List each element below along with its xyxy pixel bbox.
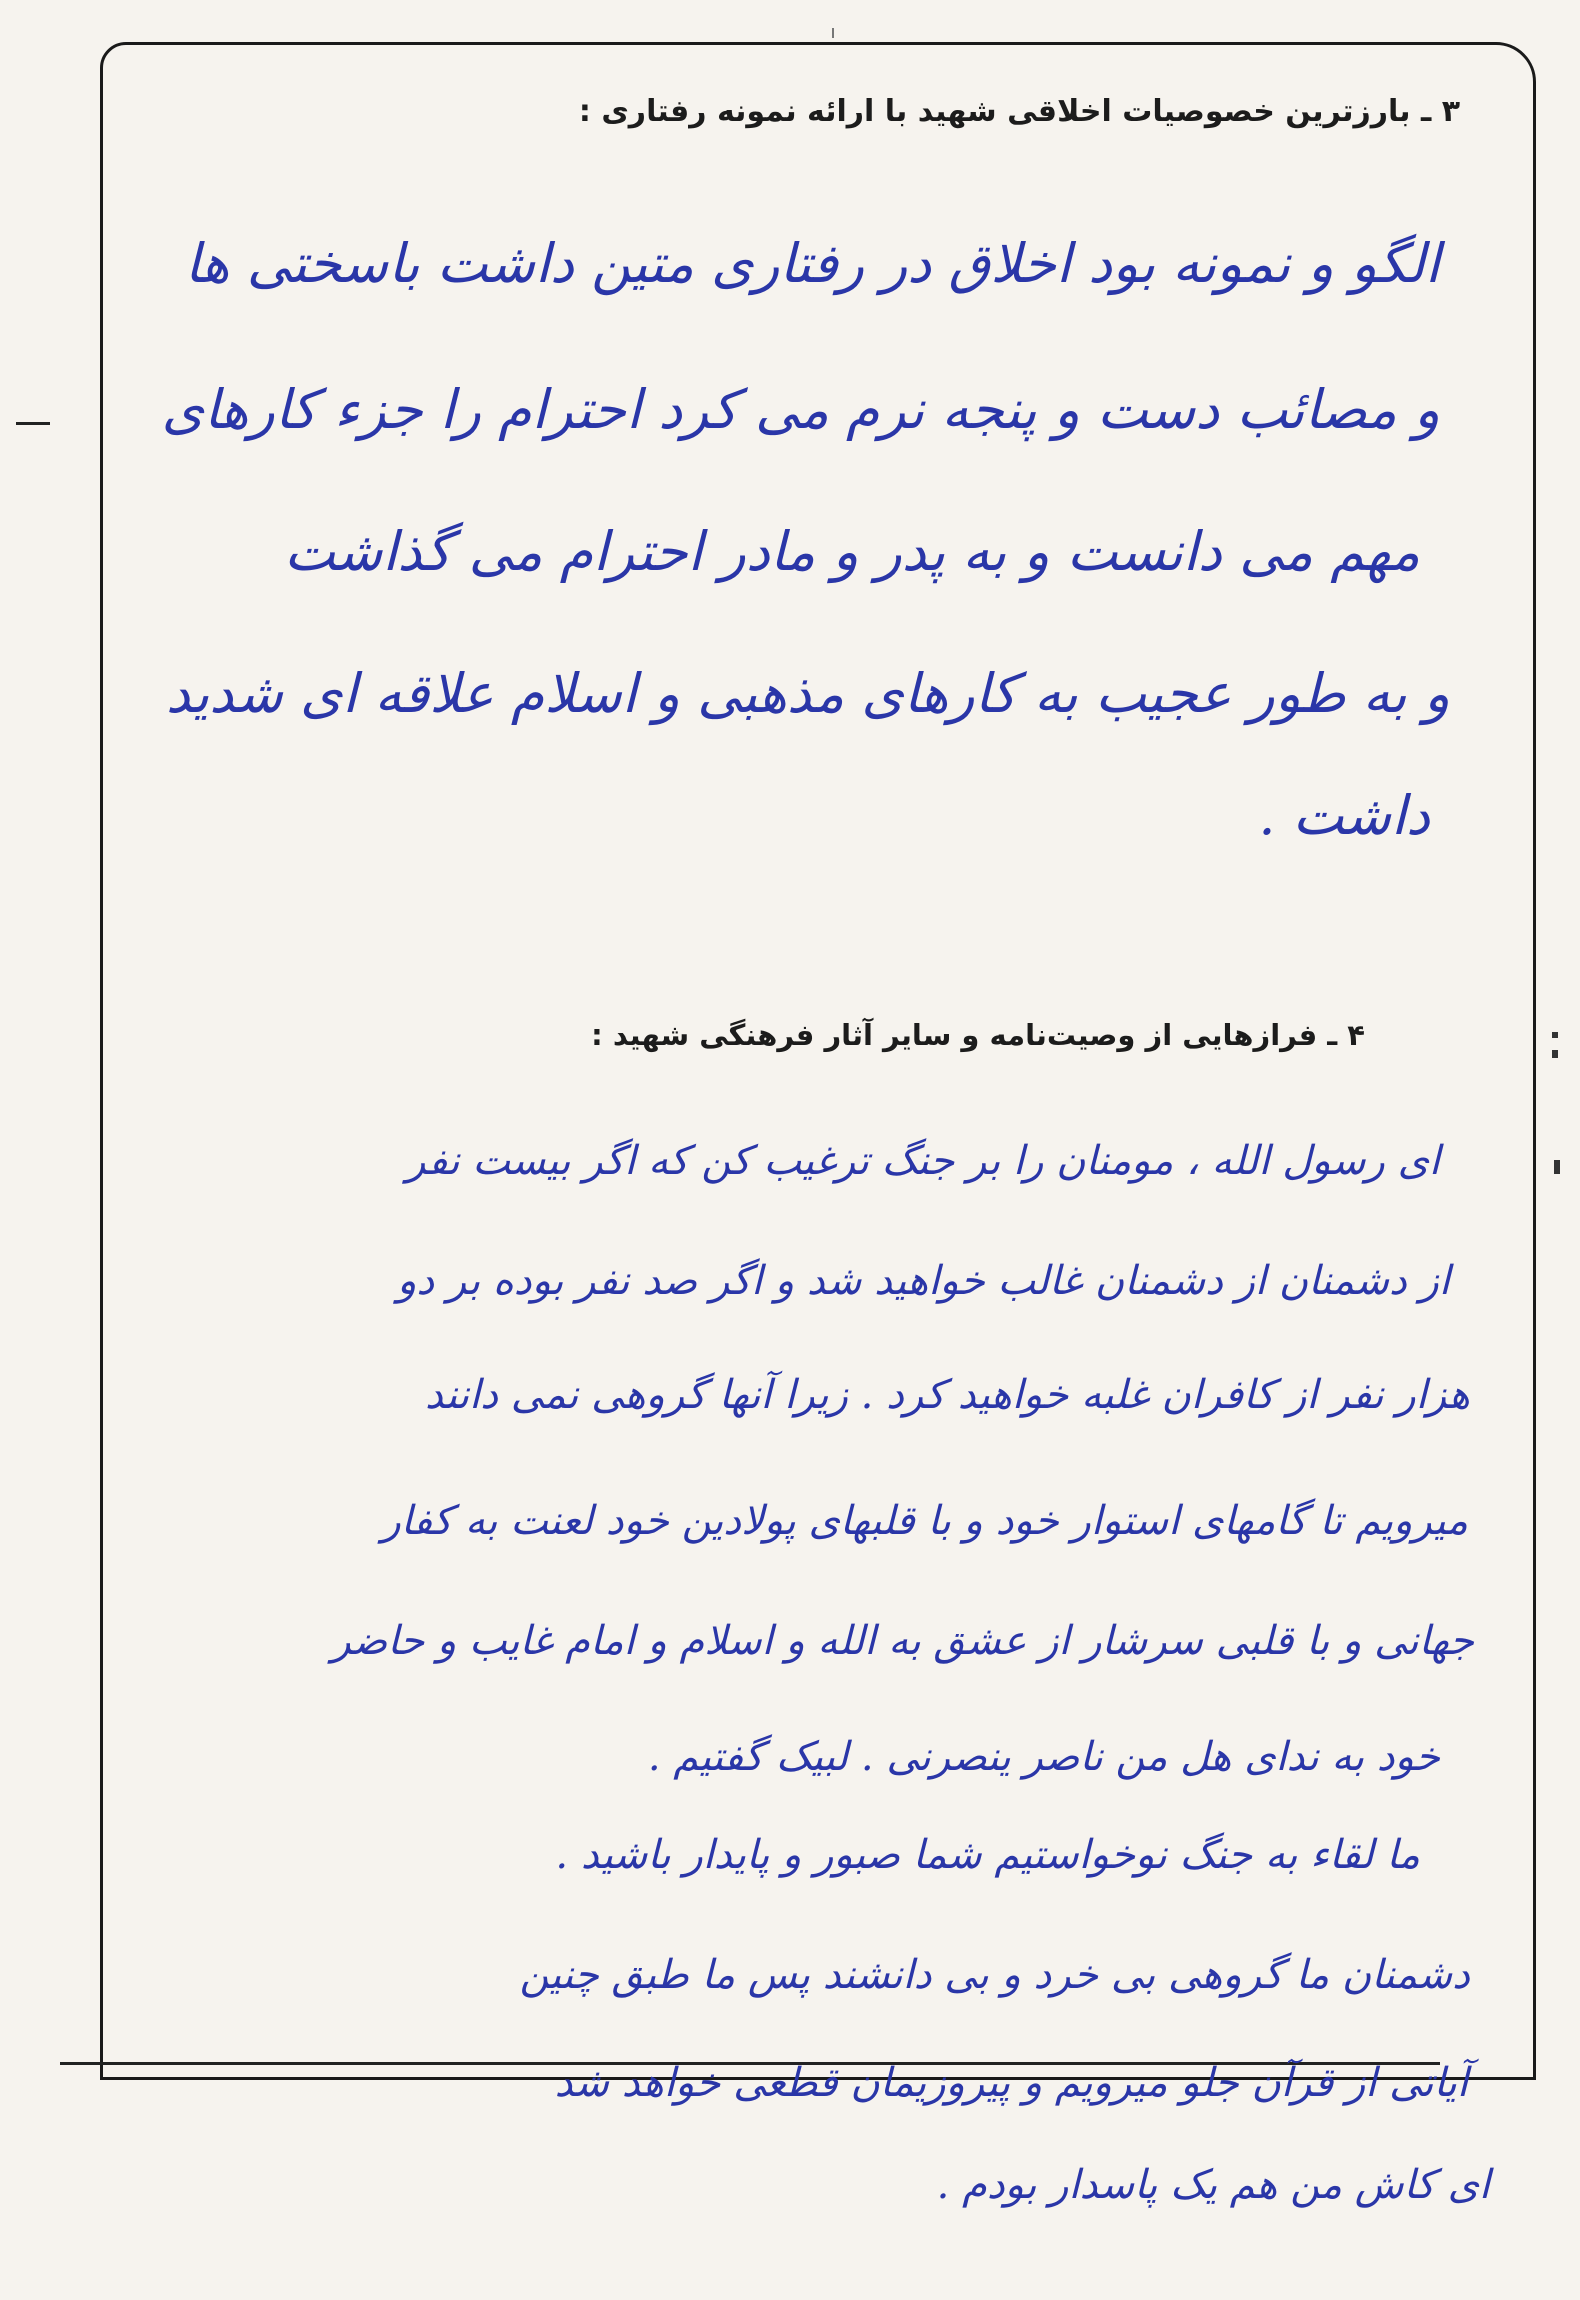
top-tick-mark [832, 28, 834, 38]
punch-mark [1552, 1032, 1558, 1038]
handwritten-line: و به طور عجیب به کارهای مذهبی و اسلام علاقه ای شدید [165, 662, 1450, 725]
punch-mark [1554, 1160, 1560, 1174]
margin-dash-mark [16, 422, 50, 425]
handwritten-line: از دشمنان از دشمنان غالب خواهید شد و اگر صد نفر بوده بر دو [397, 1258, 1450, 1304]
section-heading-ethics: ۳ ـ بارزترین خصوصیات اخلاقی شهید با ارائه نمونه رفتاری : [578, 94, 1460, 129]
handwritten-line: خود به ندای هل من ناصر ینصرنی . لبیک گفتیم . [647, 1734, 1440, 1780]
handwritten-line: ما لقاء به جنگ نوخواستیم شما صبور و پایدار باشید . [555, 1832, 1420, 1878]
handwritten-line: ای رسول الله ، مومنان را بر جنگ ترغیب کن که اگر بیست نفر [406, 1138, 1440, 1184]
handwritten-line: میرویم تا گامهای استوار خود و با قلبهای پولادین خود لعنت به کفار [381, 1498, 1468, 1544]
handwritten-line: ای کاش من هم یک پاسدار بودم . [936, 2162, 1490, 2208]
handwritten-line: و مصائب دست و پنجه نرم می کرد احترام را جزء کارهای [161, 378, 1440, 441]
handwritten-line: جهانی و با قلبی سرشار از عشق به الله و اسلام و امام غایب و حاضر [331, 1618, 1474, 1664]
handwritten-line: داشت . [1258, 784, 1430, 847]
handwritten-line: الگو و نمونه بود اخلاق در رفتاری متین داشت باسختی ها [184, 232, 1440, 295]
section-heading-will-excerpts: ۴ ـ فرازهایی از وصیت‌نامه و سایر آثار فرهنگی شهید : [591, 1018, 1365, 1052]
handwritten-line: آیاتی از قرآن جلو میرویم و پیروزیمان قطعی خواهد شد [554, 2060, 1468, 2106]
handwritten-line: دشمنان ما گروهی بی خرد و بی دانشند پس ما طبق چنین [519, 1952, 1470, 1998]
handwritten-line: هزار نفر از کافران غلبه خواهید کرد . زیرا آنها گروهی نمی دانند [424, 1372, 1470, 1418]
handwritten-line: مهم می دانست و به پدر و مادر احترام می گذاشت [284, 520, 1420, 583]
punch-mark [1552, 1050, 1558, 1058]
